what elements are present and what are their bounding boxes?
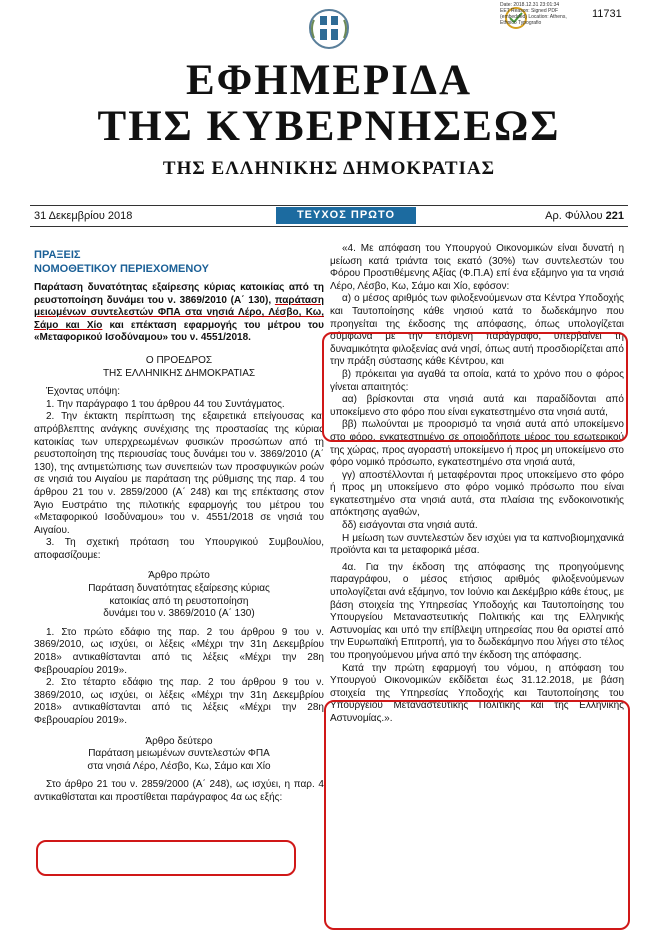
section-heading: ΠΡΑΞΕΙΣ (34, 249, 81, 261)
paragraph-4-aa: αα) βρίσκονται στα νησιά αυτά και παραδίδονται από υποκείμενο στο φόρο που είναι εγκατεστημένο στα νησιά αυτά, (330, 394, 624, 418)
greek-emblem-icon (306, 6, 352, 52)
signature-info: Date: 2018.12.31 23:01:34 EET Reason: Signed PDF (embedded) Location: Athens, Ethnico Typografio (500, 2, 567, 26)
gazette-title: ΕΦΗΜΕΡΙΔΑ (185, 57, 473, 104)
article-2-title: Άρθρο δεύτερο (145, 735, 213, 747)
page-number: 11731 (592, 8, 622, 20)
article-2-subtitle-2: στα νησιά Λέρο, Λέσβο, Κω, Σάμο και Χίο (87, 760, 271, 772)
article-1-subtitle: Παράταση δυνατότητας εξαίρεσης κύριας (88, 583, 270, 595)
summary-highlight: παράταση μειωμένων συντελεστών ΦΠΑ στα νησιά Λέρο, Λέσβο, Κω, Σάμο και Χίο (34, 294, 324, 331)
article-1-para-1: 1. Στο πρώτο εδάφιο της παρ. 2 του άρθρου 9 του ν. 3869/2010, ως ισχύει, οι λέξεις «Μέχρι την 31η Δεκεμβρίου 2018» αντικαθίστανται από τις λέξεις «Μέχρι την 28η Φεβρουαρίου 2019». (34, 626, 324, 676)
article-1-subtitle-3: δυνάμει του ν. 3869/2010 (Α΄ 130) (103, 608, 255, 620)
section-heading-line2: ΝΟΜΟΘΕΤΙΚΟΥ ΠΕΡΙΕΧΟΜΕΝΟΥ (34, 263, 209, 275)
having-regard: Έχοντας υπόψη: (46, 386, 120, 398)
article-1-para-2: 2. Στο τέταρτο εδάφιο της παρ. 2 του άρθρου 9 του ν. 3869/2010, ως ισχύει, οι λέξεις «Μέχρι την 31η Δεκεμβρίου 2018» αντικαθίστανται από τις λέξεις «Μέχρι την 28η Φεβρουαρίου 2019». (34, 677, 324, 726)
issue-label: ΤΕΥΧΟΣ ΠΡΩΤΟ (276, 207, 416, 224)
paragraph-1: 1. Την παράγραφο 1 του άρθρου 44 του Συντάγματος. (46, 398, 285, 410)
paragraph-4-alpha: α) ο μέσος αριθμός των φιλοξενούμενων στα Κέντρα Υποδοχής και Ταυτοποίησης κάθε νησιού κατά το δωδεκάμηνο που προηγείται της έκδοσης της απόφασης, όπως υπολογίζεται σύμφωνα με την επόμενη παράγραφο, υπερβαίνει τη δυναμικότητα φιλοξενίας ανά νησί, όπως αυτή προσδιορίζεται από την πράξη σύστασης κάθε Κέντρου, και (330, 293, 624, 368)
paragraph-4-dd: δδ) εισάγονται στα νησιά αυτά. (342, 520, 478, 532)
highlight-box-article-2 (36, 840, 296, 876)
article-2-para: Στο άρθρο 21 του ν. 2859/2000 (Α΄ 248), ως ισχύει, η παρ. 4 αντικαθίσταται και προστίθεται παράγραφος 4α ως εξής: (34, 779, 324, 803)
article-1-subtitle-2: κατοικίας από τη ρευστοποίηση (109, 595, 249, 607)
article-1-title: Άρθρο πρώτο (148, 570, 210, 582)
paragraph-4a-first-application: Κατά την πρώτη εφαρμογή του νόμου, η απόφαση του Υπουργού Οικονομικών εκδίδεται έως 31.12.2018, με βάση στοιχεία της Υπηρεσίας Υποδοχής και Ταυτοποίησης του Υπουργείου Μεταναστευτικής Πολιτικής και της Ελληνικής Αστυνομίας.». (330, 662, 624, 724)
summary-part-a: Παράταση δυνατότητας εξαίρεσης κύριας κατοικίας από τη ρευστοποίηση δυνάμει του ν. 3869/2010 (Α΄ 130), (34, 282, 324, 306)
president-heading: Ο ΠΡΟΕΔΡΟΣ (145, 354, 213, 366)
gazette-title-line2: ΤΗΣ ΚΥΒΕΡΝΗΣΕΩΣ (97, 103, 561, 150)
paragraph-2: 2. Την έκτακτη περίπτωση της εξαιρετικά επείγουσας και απρόβλεπτης ανάγκης συνέχισης της προστασίας της κύριας κατοικίας των υπερχρεωμένων φυσικών προσώπων από τη ρευστοποίηση της περιουσίας τους δυνάμει του ν. 3869/2010 (Α΄ 130), της αντιμετώπισης των συνεπειών των προσφυγικών ροών σε νησιά του Αιγαίου με παράταση της ρύθμισης της παρ. 4 του άρθρου 21 του ν. 2859/2000 (Α΄ 248) και της επέκτασης στον Άγιο Ευστράτιο της πιλοτικής εφαρμογής του μέτρου του «Μεταφορικού Ισοδύναμου» του ν. 4551/2018 σε νησιά του Αιγαίου. (34, 411, 324, 536)
paragraph-4a: 4α. Για την έκδοση της απόφασης της προηγούμενης παραγράφου, ο μέσος ετήσιος αριθμός φιλοξενούμενων υπολογίζεται ανά εξάμηνο, τον Ιούνιο και Δεκέμβριο κάθε έτους, με βάση στοιχεία της Υπηρεσίας Υποδοχής και Ταυτοποίησης του Υπουργείου Μεταναστευτικής Πολιτικής και της Ελληνικής Αστυνομίας και υπό την επίβλεψη υπηρεσίας που θα οριστεί από την Ευρωπαϊκή Επιτροπή, για το δωδεκάμηνο που λήγει στο τέλος του προηγούμενου μήνα από την έκδοση της απόφασης. (330, 561, 624, 661)
sheet-number (545, 210, 624, 222)
reduction-exception: Η μείωση των συντελεστών δεν ισχύει για τα καπνοβιομηχανικά προϊόντα και τα μεταφορικά μέσα. (330, 532, 624, 557)
highlight-box-criteria (322, 332, 628, 442)
summary-part-c: και επέκταση εφαρμογής του μέτρου του «Μεταφορικού Ισοδύναμου» του ν. 4551/2018. (34, 319, 324, 344)
president-heading-line2: ΤΗΣ ΕΛΛΗΝΙΚΗΣ ΔΗΜΟΚΡΑΤΙΑΣ (102, 367, 256, 379)
paragraph-4-bb: ββ) πωλούνται με προορισμό τα νησιά αυτά από υποκείμενο στο φόρο, εγκατεστημένο σε οποιοδήποτε μέρος του εσωτερικού της χώρας, προς αγοραστή υποκείμενο ή προς μη υποκείμενο στο φόρο νομικό πρόσωπο, εγκατεστημένο στα νησιά αυτά, (330, 419, 624, 469)
paragraph-4-beta: β) πρόκειται για αγαθά τα οποία, κατά το χρόνο που ο φόρος γίνεται απαιτητός: (330, 368, 624, 393)
issue-date: 31 Δεκεμβρίου 2018 (34, 210, 133, 222)
act-summary (34, 282, 324, 345)
paragraph-4-gg: γγ) αποστέλλονται ή μεταφέρονται προς υποκείμενο στο φόρο ή προς μη υποκείμενο στο φόρο νομικό πρόσωπο που είναι εγκατεστημένο στα νησιά αυτά, στα πλαίσια της ενδοκοινοτικής απόκτησης αγαθών, (330, 469, 624, 519)
paragraph-3: 3. Τη σχετική πρόταση του Υπουργικού Συμβουλίου, αποφασίζουμε: (34, 537, 324, 561)
left-column (34, 248, 324, 805)
sheet-number-value: 221 (605, 210, 624, 222)
article-2-subtitle: Παράταση μειωμένων συντελεστών ΦΠΑ (88, 748, 270, 760)
highlight-box-paragraph-4a (324, 700, 630, 930)
gazette-subtitle: ΤΗΣ ΕΛΛΗΝΙΚΗΣ ΔΗΜΟΚΡΑΤΙΑΣ (162, 158, 496, 179)
paragraph-4: «4. Με απόφαση του Υπουργού Οικονομικών είναι δυνατή η μείωση κατά τριάντα τοις εκατό (30%) των συντελεστών του Φόρου Προστιθέμενης Αξίας (Φ.Π.Α) επί ένα εξάμηνο για τα νησιά Λέρο, Λέσβο, Κω, Σάμο και Χίο, εφόσον: (330, 243, 624, 292)
right-column (330, 243, 624, 726)
sheet-label: Αρ. Φύλλου (545, 210, 603, 222)
issue-info-bar (30, 205, 628, 227)
